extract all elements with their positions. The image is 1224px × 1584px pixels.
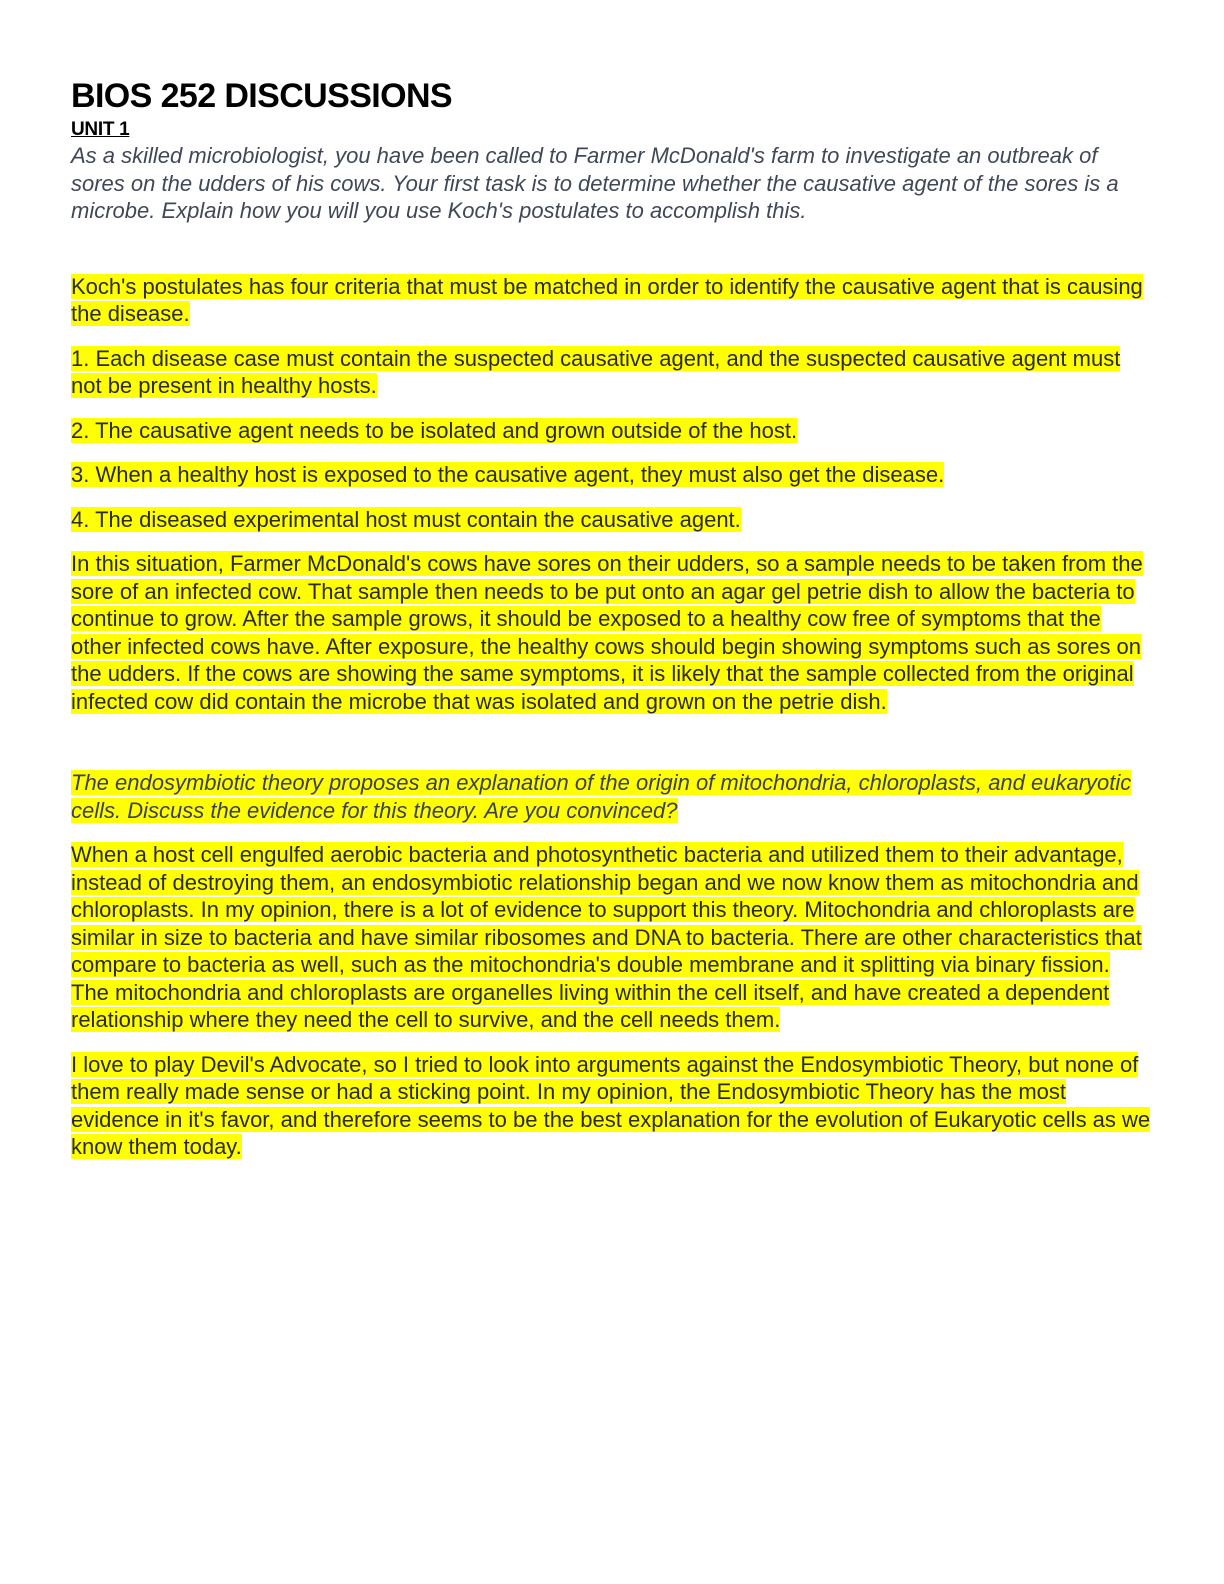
document-page	[71, 74, 1151, 1161]
question-1-answer-text: In this situation, Farmer McDonald's cows have sores on their udders, so a sample needs to be taken from the sore of an infected cow. That sample then needs to be put onto an agar gel petrie dish to allow the bacteria to continue to grow. After the sample grows, it should be exposed to a healthy cow free of symptoms that the other infected cows have. After exposure, the healthy cows should begin showing symptoms such as sores on the udders. If the cows are showing the same symptoms, it is likely that the sample collected from the original infected cow did contain the microbe that was isolated and grown on the petrie dish.	[71, 551, 1143, 714]
criterion-3	[71, 461, 1151, 489]
question-2-prompt-text: The endosymbiotic theory proposes an explanation of the origin of mitochondria, chloroplasts, and eukaryotic cells. Discuss the evidence for this theory. Are you convinced?	[71, 770, 1132, 823]
koch-intro-text: Koch's postulates has four criteria that must be matched in order to identify the causative agent that is causing the disease.	[71, 273, 1143, 326]
criterion-1	[71, 345, 1151, 400]
koch-intro	[71, 273, 1151, 328]
criterion-4	[71, 506, 1151, 534]
document-title: BIOS 252 DISCUSSIONS	[71, 77, 453, 115]
question-2-answer-1	[71, 841, 1151, 1034]
criterion-3-text: 3. When a healthy host is exposed to the causative agent, they must also get the disease.	[71, 462, 945, 487]
question-1-answer	[71, 550, 1151, 715]
question-2-answer-2	[71, 1051, 1151, 1161]
criterion-4-text: 4. The diseased experimental host must contain the causative agent.	[71, 506, 741, 532]
question-2-prompt	[71, 769, 1151, 824]
unit-heading: UNIT 1	[71, 119, 130, 140]
criterion-1-text: 1. Each disease case must contain the suspected causative agent, and the suspected causative agent must not be present in healthy hosts.	[71, 345, 1121, 398]
criterion-2	[71, 417, 1151, 445]
question-1-prompt: As a skilled microbiologist, you have been called to Farmer McDonald's farm to investigate an outbreak of sores on the udders of his cows. Your first task is to determine whether the causative agent of the sores is a microbe. Explain how you will you use Koch's postulates to accomplish this.	[71, 143, 1119, 223]
question-2-answer-1-text: When a host cell engulfed aerobic bacteria and photosynthetic bacteria and utilized them to their advantage, instead of destroying them, an endosymbiotic relationship began and we now know them as mitochondria and chloroplasts. In my opinion, there is a lot of evidence to support this theory. Mitochondria and chloroplasts are similar in size to bacteria and have similar ribosomes and DNA to bacteria. There are other characteristics that compare to bacteria as well, such as the mitochondria's double membrane and it splitting via binary fission. The mitochondria and chloroplasts are organelles living within the cell itself, and have created a dependent relationship where they need the cell to survive, and the cell needs them.	[71, 842, 1142, 1032]
criterion-2-text: 2. The causative agent needs to be isolated and grown outside of the host.	[71, 417, 798, 443]
question-2-answer-2-text: I love to play Devil's Advocate, so I tried to look into arguments against the Endosymbiotic Theory, but none of them really made sense or had a sticking point. In my opinion, the Endosymbiotic Theory has the most evidence in it's favor, and therefore seems to be the best explanation for the evolution of Eukaryotic cells as we know them today.	[71, 1051, 1151, 1159]
